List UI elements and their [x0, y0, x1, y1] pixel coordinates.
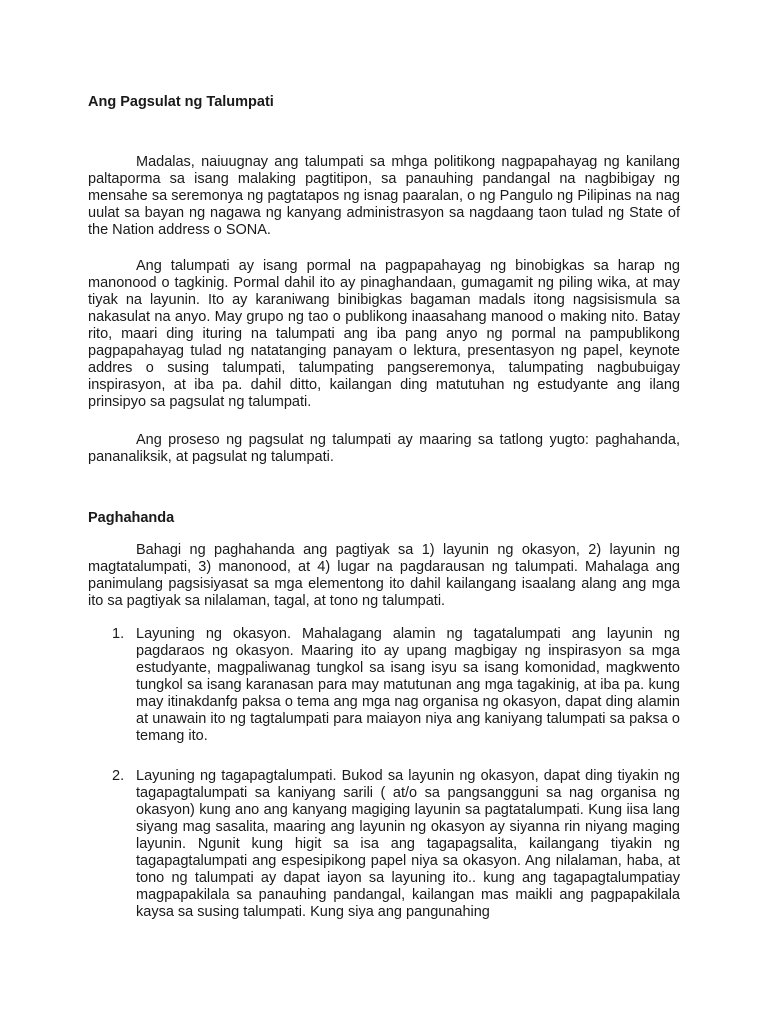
section-intro-paragraph: Bahagi ng paghahanda ang pagtiyak sa 1) layunin ng okasyon, 2) layunin ng magtatalumpati, 3) manonood, at 4) lugar na pagdarausan ng talumpati. Mahalaga ang panimulang pagsisiyasat sa mga elementong ito dahil kailangang isaalang alang ang mga ito sa pagtiyak sa nilalaman, tagal, at tono ng talumpati.	[88, 542, 680, 609]
list-item-text: Layuning ng okasyon. Mahalagang alamin ng tagatalumpati ang layunin ng pagdaraos ng okasyon. Maaring ito ay upang magbigay ng inspirasyon sa mga estudyante, magpaliwanag tungkol sa isang isyu sa isang komonidad, magkwento tungkol sa isang karanasan para may matutunan ang mga tagakinig, at iba pa. kung may itinakdanfg paksa o tema ang mga nag organisa ng okasyon, dapat ding alamin at unawain ito ng tagtalumpati para maiayon niya ang kaniyang talumpati sa paksa o temang ito.	[136, 626, 680, 744]
list-item-number: 1.	[112, 626, 125, 642]
section-title: Paghahanda	[88, 510, 175, 526]
list-item-text: Layuning ng tagapagtalumpati. Bukod sa layunin ng okasyon, dapat ding tiyakin ng tagapagtalumpati sa kaniyang sarili ( at/o sa pangsangguni sa nag organisa ng okasyon) kung ano ang kanyang magiging layunin sa pagtatalumpati. Kung iisa lang siyang mag sasalita, maaring ang layunin ng okasyon ay siyanna rin niyang maging layunin. Ngunit kung higit sa isa ang tagapagsalita, kailangang tiyakin ng tagapagtalumpati ang espesipikong papel niya sa okasyon. Ang nilalaman, haba, at tono ng talumpati ay dapat iayon sa layuning ito.. kung ang tagapagtalumpatiay magpapakilala sa panauhing pandangal, kailangan mas maikli ang pagpapakilala kaysa sa susing talumpati. Kung siya ang pangunahing	[136, 768, 680, 920]
paragraph-definition: Ang talumpati ay isang pormal na pagpapahayag ng binobigkas sa harap ng manonood o tagkinig. Pormal dahil ito ay pinaghandaan, gumagamit ng piling wika, at may tiyak na layunin. Ito ay karaniwang binibigkas bagaman madals itong nagsisismula sa nakasulat na anyo. May grupo ng tao o publikong inaasahang manood o making nito. Batay rito, maari ding ituring na talumpati ang iba pang anyo ng pormal na pampublikong pagpapahayag tulad ng natatanging panayam o lektura, presentasyon ng papel, keynote addres o susing talumpati, talumpating pangseremonya, talumpating nagbubuigay inspirasyon, at iba pa. dahil ditto, kailangan ding matutuhan ng estudyante ang ilang prinsipyo sa pagsulat ng talumpati.	[88, 258, 680, 410]
document-title: Ang Pagsulat ng Talumpati	[88, 94, 274, 110]
paragraph-intro: Madalas, naiuugnay ang talumpati sa mhga politikong nagpapahayag ng kanilang paltaporma sa isang malaking pagtitipon, sa panauhing pandangal na nagbibigay ng mensahe sa seremonya ng pagtatapos ng isnag paaralan, o ng Pangulo ng Pilipinas na nag uulat sa bayan ng nagawa ng kanyang administrasyon sa nagdaang taon tulad ng State of the Nation address o SONA.	[88, 154, 680, 238]
list-item-number: 2.	[112, 768, 125, 784]
paragraph-process: Ang proseso ng pagsulat ng talumpati ay maaring sa tatlong yugto: paghahanda, pananaliksik, at pagsulat ng talumpati.	[88, 432, 680, 465]
